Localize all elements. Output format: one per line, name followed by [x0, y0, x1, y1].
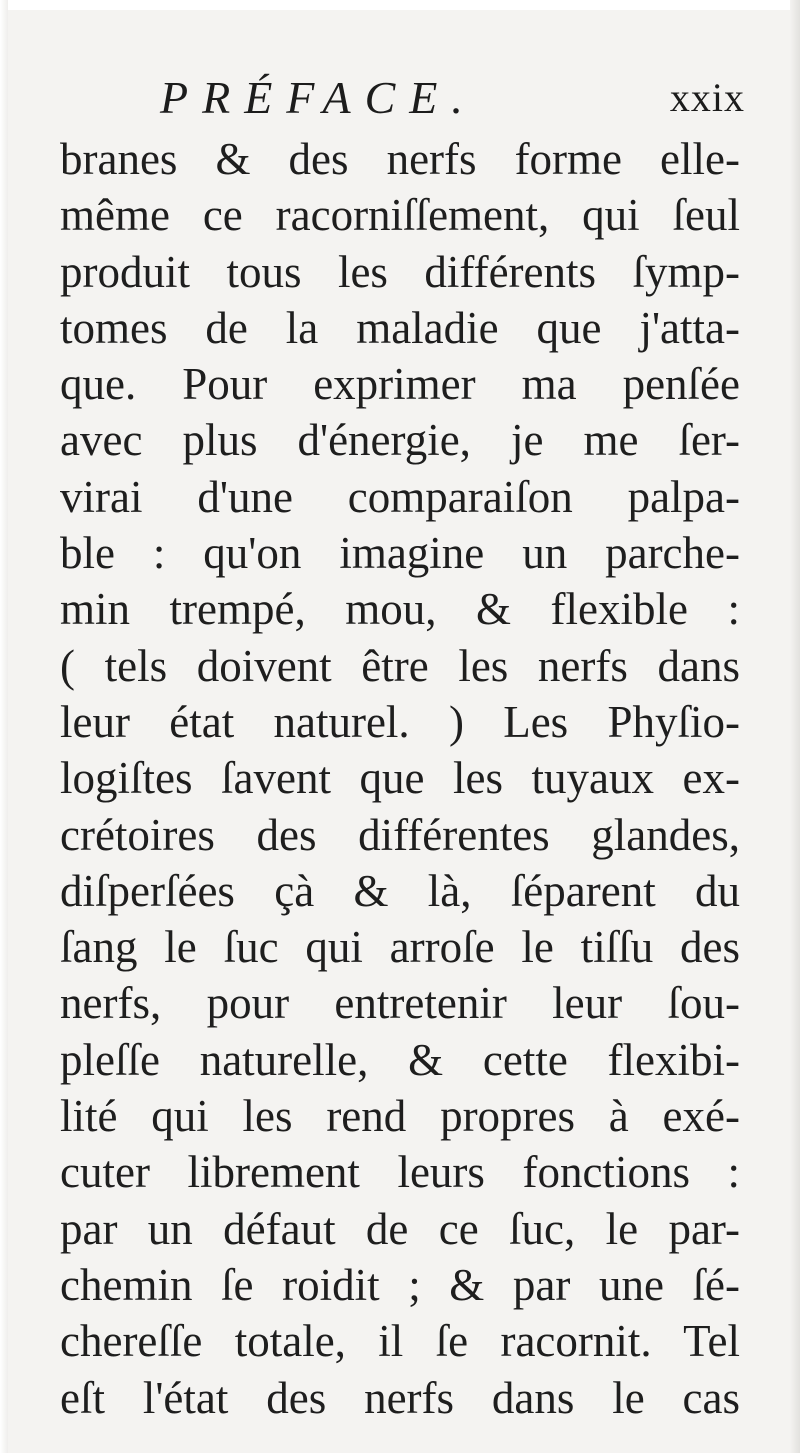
text-line: nerfs, pour entretenir leur ſou- — [60, 978, 740, 1029]
page-number: xxix — [669, 75, 745, 120]
text-line: ( tels doivent être les nerfs dans — [60, 640, 740, 691]
text-line: branes & des nerfs forme elle- — [60, 134, 740, 184]
text-line: tomes de la maladie que j'atta- — [60, 302, 740, 353]
text-line: ble : qu'on imagine un parche- — [60, 528, 740, 579]
text-line: avec plus d'énergie, je me ſer- — [60, 415, 740, 466]
text-line: logiſtes ſavent que les tuyaux ex- — [60, 753, 740, 804]
text-line: lité qui les rend propres à exé- — [60, 1091, 740, 1142]
scan-margin-left — [0, 0, 8, 1453]
scan-margin-top — [0, 0, 800, 10]
text-line: ſang le ſuc qui arroſe le tiſſu des — [60, 922, 740, 973]
text-line: chereſſe totale, il ſe racornit. Tel — [60, 1316, 740, 1367]
text-line: eſt l'état des nerfs dans le cas — [60, 1372, 740, 1423]
text-line: min trempé, mou, & flexible : — [60, 584, 740, 635]
text-line: chemin ſe roidit ; & par une ſé- — [60, 1259, 740, 1310]
text-line: produit tous les différents ſymp- — [60, 246, 740, 297]
scan-margin-right — [790, 0, 800, 1453]
text-line: virai d'une comparaiſon palpa- — [60, 471, 740, 522]
text-line: pleſſe naturelle, & cette flexibi- — [60, 1034, 740, 1085]
text-line: cuter librement leurs fonctions : — [60, 1147, 740, 1198]
text-line: que. Pour exprimer ma penſée — [60, 359, 740, 410]
body-text — [60, 131, 740, 1426]
text-line: diſperſées çà & là, ſéparent du — [60, 865, 740, 916]
text-line: crétoires des différentes glandes, — [60, 809, 740, 860]
text-line: par un défaut de ce ſuc, le par- — [60, 1203, 740, 1254]
text-line: leur état naturel. ) Les Phyſio- — [60, 696, 740, 747]
page-header — [160, 68, 745, 128]
running-title: PRÉFACE. — [160, 72, 477, 123]
text-line: même ce racorniſſement, qui ſeul — [60, 190, 740, 241]
